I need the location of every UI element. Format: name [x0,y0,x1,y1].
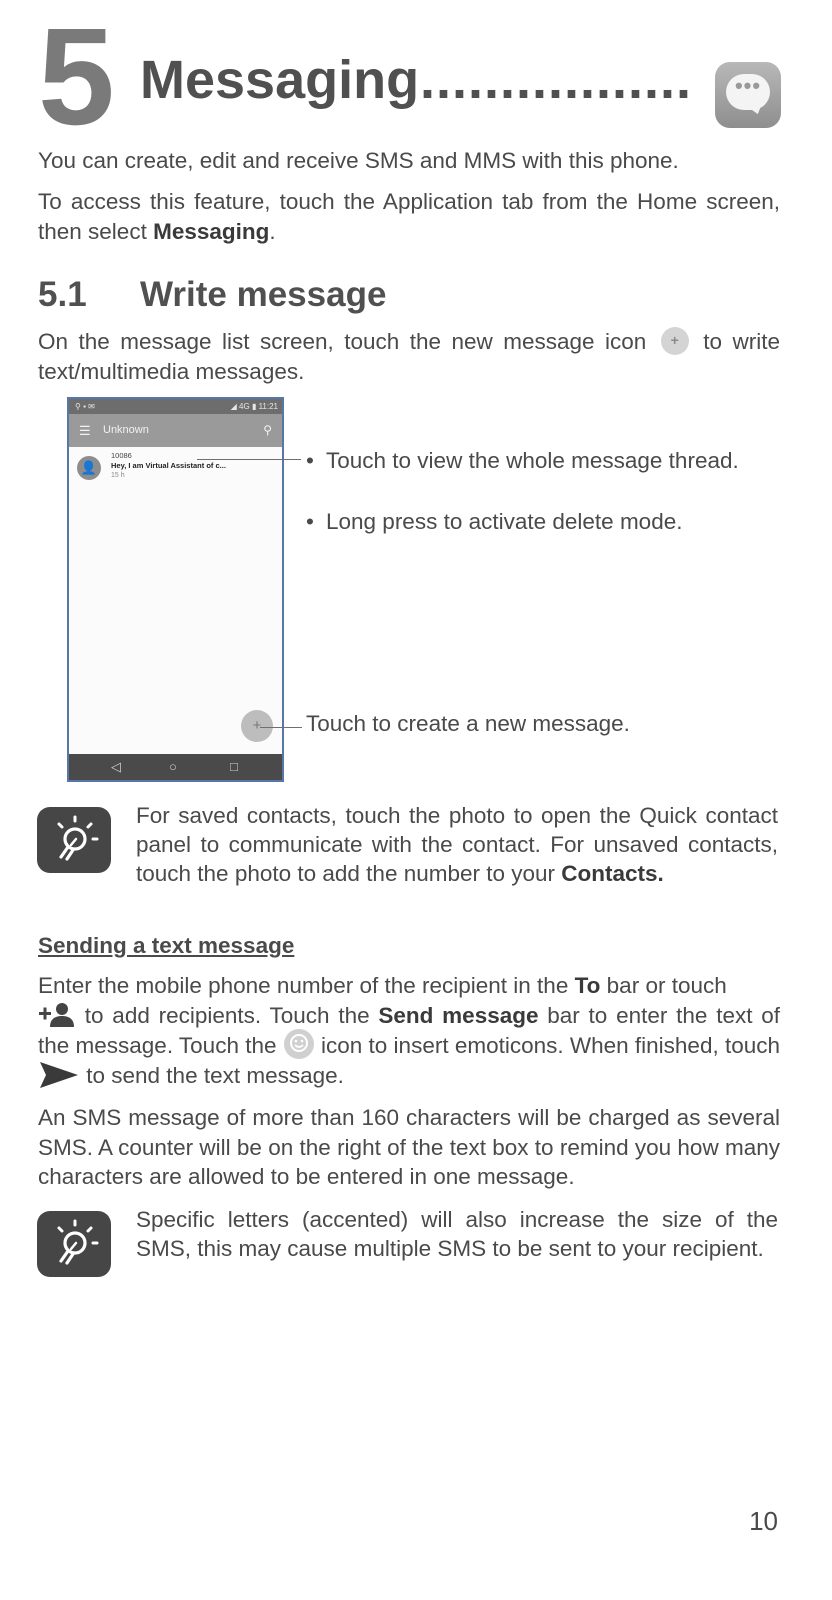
lightbulb-tip-icon [37,1211,111,1277]
chapter-title-leader-dots: ................. [420,50,693,110]
section-intro-paragraph: On the message list screen, touch the new message icon + to write text/multimedia messages. [38,329,780,384]
home-icon: ○ [169,759,177,774]
tip-2-text: Specific letters (accented) will also increase the size of the SMS, this may cause multiple SMS to be sent to your recipient. [136,1207,778,1261]
back-icon: ◁ [111,759,121,774]
recent-apps-icon: □ [230,759,238,774]
emoticon-icon [283,1028,315,1060]
navigation-bar [69,754,282,780]
thread-time: 15 h [111,472,125,479]
callout-bullet-1: • Touch to view the whole message thread. [306,448,739,473]
messaging-toolbar [69,414,282,447]
contact-avatar-icon: 👤 [77,456,101,480]
status-icons-left: ⚲ ▪ ✉ [75,402,95,411]
messaging-app-icon: ••• [715,62,781,128]
callout-bullet-2: • Long press to activate delete mode. [306,509,683,534]
section-title: Write message [140,275,387,314]
callout-leader-fab [260,727,302,728]
search-icon: ⚲ [263,423,272,437]
chapter-number: 5 [38,0,111,154]
send-icon [38,1060,80,1090]
chapter-title: Messaging [140,50,420,110]
page-number: 10 [749,1506,778,1536]
sending-paragraph-1: Enter the mobile phone number of the recipient in the To bar or touch to add recipients. Touch the Send message bar to enter the text of the message. Touch the icon to insert emoticons. When finished, touch to send the text message. [38,971,780,1091]
intro-paragraph-1: You can create, edit and receive SMS and MMS with this phone. [38,148,679,173]
callout-leader-thread [197,459,301,460]
new-message-plus-icon: + [661,327,689,355]
status-bar [69,399,282,414]
new-message-fab: + [241,710,273,742]
lightbulb-tip-icon [37,807,111,873]
status-icons-right: ◢ 4G ▮ 11:21 [230,402,278,411]
thread-sender: 10086 [111,451,132,460]
intro-paragraph-2: To access this feature, touch the Application tab from the Home screen, then select Messaging. [38,189,780,244]
subheading-sending-text-message: Sending a text message [38,933,295,958]
sending-paragraph-2: An SMS message of more than 160 characters will be charged as several SMS. A counter will be on the right of the text box to remind you how many characters are allowed to be entered in one message. [38,1105,780,1189]
messaging-screenshot [67,397,284,782]
toolbar-title: Unknown [103,424,149,436]
tip-1-text: For saved contacts, touch the photo to open the Quick contact panel to communicate with the contact. For unsaved contacts, touch the photo to add the number to your Contacts. [136,803,778,886]
callout-new-message: Touch to create a new message. [306,711,630,736]
thread-preview: Hey, I am Virtual Assistant of c... [111,461,226,470]
section-number: 5.1 [38,275,87,314]
hamburger-menu-icon: ☰ [79,423,91,438]
add-recipient-icon [38,1001,76,1029]
